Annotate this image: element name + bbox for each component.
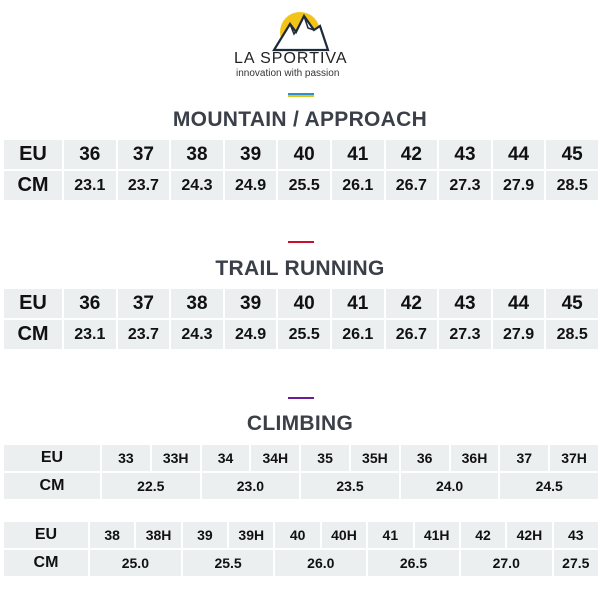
- cm-size-cell: 24.0: [401, 473, 499, 499]
- eu-size-cell: 41H: [415, 522, 459, 548]
- eu-size-cell: 40: [278, 140, 330, 169]
- cm-size-cell: 27.9: [493, 320, 545, 349]
- eu-size-cell: 37: [118, 289, 170, 318]
- eu-size-cell: 39: [183, 522, 227, 548]
- cm-size-cell: 27.3: [439, 171, 491, 200]
- eu-label: EU: [4, 289, 62, 318]
- table-row: [4, 522, 598, 548]
- mountain-size-table: [2, 138, 600, 202]
- eu-size-cell: 36: [64, 289, 116, 318]
- cm-size-cell: 28.5: [546, 320, 598, 349]
- cm-size-cell: 26.1: [332, 320, 384, 349]
- cm-size-cell: 25.0: [90, 550, 181, 576]
- mountain-sun-icon: [264, 8, 336, 52]
- eu-size-cell: 40H: [322, 522, 366, 548]
- mountain-divider: [288, 93, 314, 97]
- cm-size-cell: 26.7: [386, 320, 438, 349]
- eu-size-cell: 38: [171, 140, 223, 169]
- brand-tagline: innovation with passion: [236, 68, 340, 79]
- eu-size-cell: 37H: [550, 445, 598, 471]
- table-row: [4, 473, 598, 499]
- cm-label: CM: [4, 550, 88, 576]
- eu-size-cell: 41: [332, 140, 384, 169]
- cm-size-cell: 24.3: [171, 171, 223, 200]
- cm-size-cell: 24.9: [225, 320, 277, 349]
- section-title-mountain: MOUNTAIN / APPROACH: [172, 108, 428, 131]
- cm-size-cell: 23.1: [64, 171, 116, 200]
- eu-size-cell: 41: [332, 289, 384, 318]
- eu-size-cell: 36: [64, 140, 116, 169]
- eu-size-cell: 38: [171, 289, 223, 318]
- eu-size-cell: 42: [386, 140, 438, 169]
- eu-size-cell: 40: [275, 522, 319, 548]
- eu-size-cell: 37: [118, 140, 170, 169]
- eu-label: EU: [4, 140, 62, 169]
- cm-size-cell: 27.3: [439, 320, 491, 349]
- cm-size-cell: 23.0: [202, 473, 300, 499]
- eu-size-cell: 39H: [229, 522, 273, 548]
- eu-size-cell: 39: [225, 140, 277, 169]
- cm-size-cell: 28.5: [546, 171, 598, 200]
- cm-size-cell: 23.7: [118, 320, 170, 349]
- table-row: [4, 140, 598, 169]
- eu-size-cell: 42: [461, 522, 505, 548]
- cm-size-cell: 25.5: [278, 171, 330, 200]
- cm-size-cell: 27.5: [554, 550, 598, 576]
- eu-size-cell: 37: [500, 445, 548, 471]
- eu-size-cell: 41: [368, 522, 412, 548]
- eu-size-cell: 34: [202, 445, 250, 471]
- cm-size-cell: 24.3: [171, 320, 223, 349]
- table-row: [4, 289, 598, 318]
- eu-size-cell: 43: [439, 140, 491, 169]
- cm-size-cell: 26.5: [368, 550, 459, 576]
- eu-size-cell: 43: [554, 522, 598, 548]
- table-row: [4, 550, 598, 576]
- cm-size-cell: 26.7: [386, 171, 438, 200]
- cm-label: CM: [4, 171, 62, 200]
- cm-size-cell: 23.1: [64, 320, 116, 349]
- cm-size-cell: 23.7: [118, 171, 170, 200]
- cm-size-cell: 24.5: [500, 473, 598, 499]
- section-title-climbing: CLIMBING: [246, 412, 354, 435]
- cm-size-cell: 27.9: [493, 171, 545, 200]
- cm-label: CM: [4, 320, 62, 349]
- eu-size-cell: 45: [546, 140, 598, 169]
- climbing-size-table-2: [2, 520, 600, 578]
- brand-name: LA SPORTIVA: [234, 50, 348, 67]
- climbing-divider: [288, 397, 314, 399]
- cm-size-cell: 27.0: [461, 550, 552, 576]
- cm-size-cell: 24.9: [225, 171, 277, 200]
- table-row: [4, 171, 598, 200]
- cm-size-cell: 25.5: [183, 550, 274, 576]
- eu-size-cell: 33: [102, 445, 150, 471]
- eu-size-cell: 38H: [136, 522, 180, 548]
- cm-size-cell: 26.0: [275, 550, 366, 576]
- la-sportiva-logo: [230, 8, 370, 78]
- eu-size-cell: 35: [301, 445, 349, 471]
- eu-size-cell: 39: [225, 289, 277, 318]
- table-row: [4, 320, 598, 349]
- cm-size-cell: 22.5: [102, 473, 200, 499]
- eu-size-cell: 36: [401, 445, 449, 471]
- eu-size-cell: 44: [493, 289, 545, 318]
- eu-size-cell: 35H: [351, 445, 399, 471]
- cm-size-cell: 26.1: [332, 171, 384, 200]
- eu-size-cell: 36H: [451, 445, 499, 471]
- eu-size-cell: 45: [546, 289, 598, 318]
- climbing-size-table-1: [2, 443, 600, 501]
- eu-size-cell: 42H: [507, 522, 551, 548]
- eu-size-cell: 43: [439, 289, 491, 318]
- eu-label: EU: [4, 445, 100, 471]
- eu-size-cell: 33H: [152, 445, 200, 471]
- eu-label: EU: [4, 522, 88, 548]
- cm-label: CM: [4, 473, 100, 499]
- trail-divider: [288, 241, 314, 243]
- eu-size-cell: 34H: [251, 445, 299, 471]
- eu-size-cell: 38: [90, 522, 134, 548]
- eu-size-cell: 42: [386, 289, 438, 318]
- trail-size-table: [2, 287, 600, 351]
- cm-size-cell: 25.5: [278, 320, 330, 349]
- table-row: [4, 445, 598, 471]
- cm-size-cell: 23.5: [301, 473, 399, 499]
- eu-size-cell: 40: [278, 289, 330, 318]
- eu-size-cell: 44: [493, 140, 545, 169]
- section-title-trail: TRAIL RUNNING: [215, 257, 385, 280]
